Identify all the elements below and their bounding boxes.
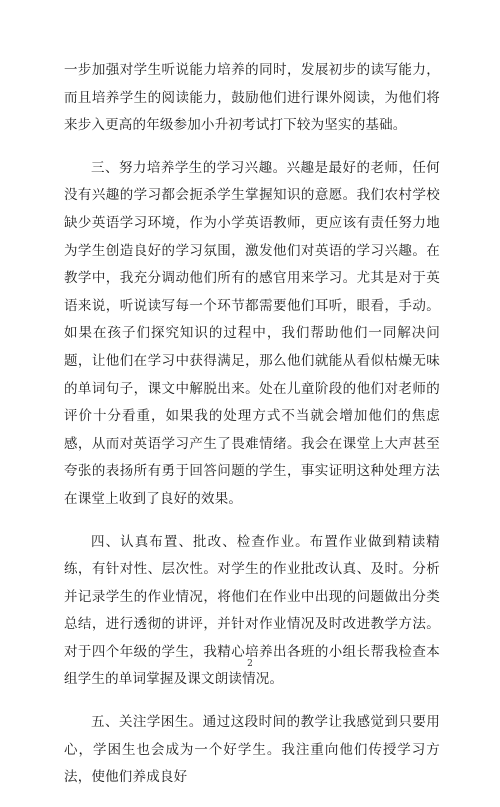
paragraph-section-three: 三、努力培养学生的学习兴趣。兴趣是最好的老师，任何没有兴趣的学习都会扼杀学生掌握知识的意愿。我们农村学校缺少英语学习环境，作为小学英语教师，更应该有责任努力地为学生创造良好的学习氛围，激发他们对英语的学习兴趣。在教学中，我充分调动他们所有的感官用来学习。尤其是对于英语来说，听说读写每一个环节都需要他们耳听，眼看，手动。如果在孩子们探究知识的过程中，我们帮助他们一同解决问题，让他们在学习中获得满足，那么他们就能从看似枯燥无味的单词句子，课文中解脱出来。处在儿童阶段的他们对老师的评价十分看重，如果我的处理方式不当就会增加他们的焦虑感，从而对英语学习产生了畏难情绪。我会在课堂上大声甚至夸张的表扬所有勇于回答问题的学生，事实证明这种处理方法在课堂上收到了良好的效果。 [64,159,440,507]
document-body [64,57,440,807]
page-number: 2 [247,659,253,669]
paragraph-section-five: 五、关注学困生。通过这段时间的教学让我感觉到只要用心，学困生也会成为一个好学生。我注重向他们传授学习方法，使他们养成良好 [64,714,440,786]
paragraph-section-four: 四、认真布置、批改、检查作业。布置作业做到精读精练，有针对性、层次性。对学生的作业批改认真、及时。分析并记录学生的作业情况，将他们在作业中出现的问题做出分类总结，进行透彻的讲评，并针对作业情况及时改进教学方法。对于四个年级的学生，我精心培养出各班的小组长帮我检查本组学生的单词掌握及课文朗读情况。 [64,533,440,688]
paragraph-continuation: 一步加强对学生听说能力培养的同时，发展初步的读写能力，而且培养学生的阅读能力，鼓励他们进行课外阅读，为他们将来步入更高的年级参加小升初考试打下较为坚实的基础。 [64,62,440,134]
